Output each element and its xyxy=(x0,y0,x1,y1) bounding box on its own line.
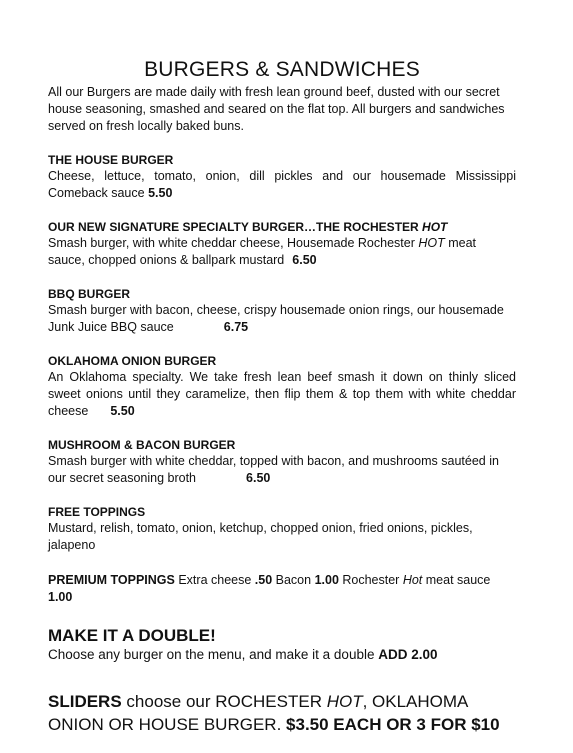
premium-text: Extra cheese xyxy=(174,573,255,587)
menu-item-bbq-burger xyxy=(48,286,516,336)
item-name-text: OUR NEW SIGNATURE SPECIALTY BURGER…THE ROCHESTER xyxy=(48,220,423,234)
item-name: THE HOUSE BURGER xyxy=(48,153,174,167)
item-description-text: An Oklahoma specialty. We take fresh lean beef smash it down on thinly sliced sweet onions until they caramelize, then flip them & top them with white cheddar cheese xyxy=(48,370,516,418)
sliders-text-italic: HOT xyxy=(326,692,363,711)
item-description xyxy=(48,168,516,202)
item-description-text: Smash burger with bacon, cheese, crispy housemade onion rings, our housemade Junk Juice BBQ sauce xyxy=(48,303,504,334)
sliders-price: $3.50 EACH OR 3 FOR $10 xyxy=(286,715,500,734)
item-price: 6.50 xyxy=(292,253,317,267)
item-price: 5.50 xyxy=(148,186,173,200)
double-heading: MAKE IT A DOUBLE! xyxy=(48,626,216,645)
item-price: 6.50 xyxy=(246,471,271,485)
premium-text: Bacon xyxy=(272,573,315,587)
premium-price: .50 xyxy=(254,573,273,587)
free-toppings xyxy=(48,504,516,554)
sliders-label: SLIDERS xyxy=(48,692,122,711)
menu-item-oklahoma-burger xyxy=(48,353,516,420)
item-name-italic: HOT xyxy=(422,220,448,234)
premium-text: Rochester xyxy=(338,573,403,587)
premium-text-italic: Hot xyxy=(402,573,423,587)
item-name: MUSHROOM & BACON BURGER xyxy=(48,438,236,452)
premium-text: meat sauce xyxy=(422,573,491,587)
menu-item-house-burger xyxy=(48,152,516,202)
item-description-text: Smash burger with white cheddar, topped with bacon, and mushrooms sautéed in our secret seasoning broth xyxy=(48,454,499,485)
sliders-text: , OKLAHOMA ONION OR HOUSE BURGER. xyxy=(48,692,468,734)
item-price: 5.50 xyxy=(110,404,135,418)
double-description-text: Choose any burger on the menu, and make it a double xyxy=(48,647,379,662)
menu-item-mushroom-burger xyxy=(48,437,516,487)
item-description-italic: HOT xyxy=(418,236,445,250)
item-price: 6.75 xyxy=(223,320,249,334)
premium-label: PREMIUM TOPPINGS xyxy=(48,573,175,587)
sliders-offer xyxy=(48,690,516,736)
menu-item-signature-burger xyxy=(48,219,516,269)
menu-page xyxy=(48,58,516,753)
item-name: BBQ BURGER xyxy=(48,287,131,301)
double-description xyxy=(48,646,516,664)
item-description-text: Cheese, lettuce, tomato, onion, dill pickles and our housemade Mississippi Comeback sauce xyxy=(48,169,516,200)
item-description-text: Smash burger, with white cheddar cheese, Housemade Rochester xyxy=(48,236,419,250)
sliders-text: choose our ROCHESTER xyxy=(121,692,327,711)
item-description xyxy=(48,453,516,487)
menu-title: BURGERS & SANDWICHES xyxy=(144,58,420,81)
double-price: ADD 2.00 xyxy=(378,647,438,662)
item-description-text: meat sauce, chopped onions & ballpark mustard xyxy=(48,236,476,267)
premium-toppings xyxy=(48,572,516,606)
item-description xyxy=(48,302,516,336)
item-name: FREE TOPPINGS xyxy=(48,505,146,519)
premium-price: 1.00 xyxy=(314,573,339,587)
item-name: OKLAHOMA ONION BURGER xyxy=(48,354,217,368)
item-name xyxy=(48,219,516,235)
premium-price: 1.00 xyxy=(48,590,73,604)
menu-intro: All our Burgers are made daily with fresh lean ground beef, dusted with our secret house seasoning, smashed and seared on the flat top. All burgers and sandwiches served on fresh locally baked buns. xyxy=(48,85,505,133)
item-description xyxy=(48,235,516,269)
item-description xyxy=(48,369,516,420)
item-description: Mustard, relish, tomato, onion, ketchup, chopped onion, fried onions, pickles, jalapeno xyxy=(48,521,473,552)
